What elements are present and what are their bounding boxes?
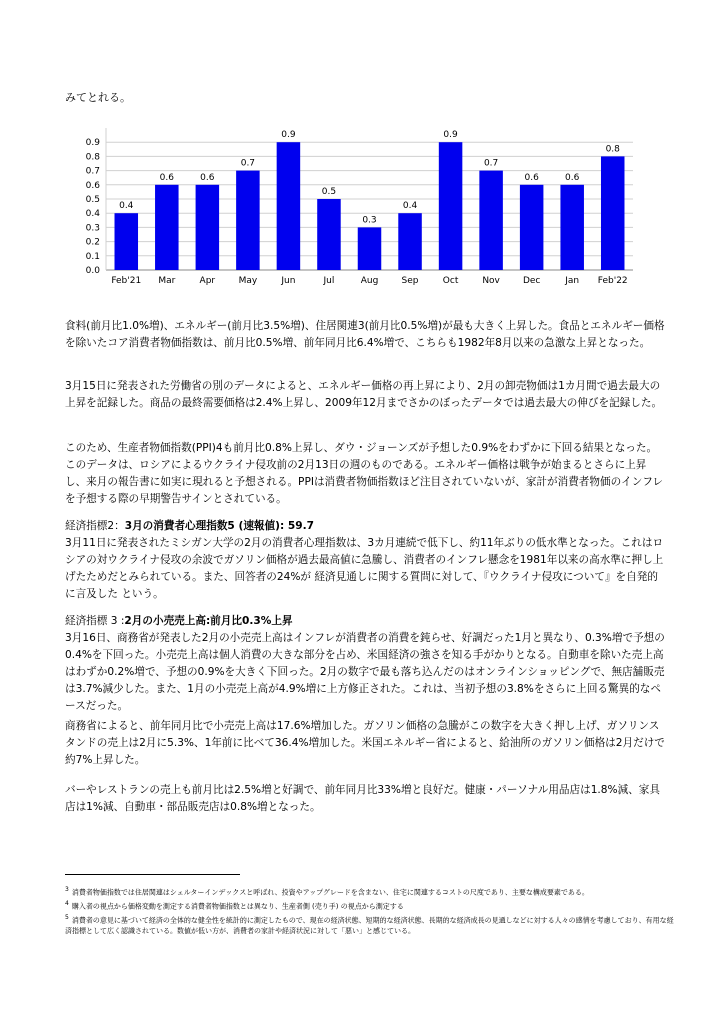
x-tick-label: Aug [360,276,379,286]
heading-indicator-2-label: 経済指標2： [65,520,125,532]
heading-indicator-3-title: 2月の小売売上高:前月比0.3%上昇 [124,615,293,627]
data-label: 0.7 [240,158,256,169]
paragraph-yoy-retail: 商務省によると、前年同月比で小売売上高は17.6%増加した。ガソリン価格の急騰がこの数字を大きく押し上げ、ガソリンスタンドの売上は2月に5.3%、1年前に比べて36.4%増加した。米国エネルギー省によると、給油所のガソリン価格は2月だけで約7%上昇した。 [65,720,665,766]
x-tick-label: Jan [565,276,580,286]
bar-Dec [520,185,544,270]
x-tick-label: Dec [522,276,541,286]
y-tick-label: 0.8 [85,152,100,163]
data-label: 0.9 [443,130,458,141]
footnote-4 [65,898,675,912]
x-tick-label: Feb'22 [597,276,628,286]
lead-text: みてとれる。 [65,91,131,104]
data-label: 0.4 [402,201,418,212]
bar-Feb'22 [601,156,625,270]
paragraph-wholesale-prices: 3月15日に発表された労働省の別のデータによると、エネルギー価格の再上昇により、2月の卸売物価は1カ月間で過去最大の上昇を記録した。商品の最終需要価格は2.4%上昇し、2009年12月までさかのぼったデータでは過去最大の伸びを記録した。 [65,380,663,409]
paragraph-food-energy: 食料(前月比1.0%増)、エネルギー(前月比3.5%増)、住居関連3(前月比0.5%増)が最も大きく上昇した。食品とエネルギー価格を除いたコア消費者物価指数は、前月比0.5%増、前年同月比6.4%増で、こちらも1982年8月以来の急激な上昇となった。 [65,320,665,349]
bar-Jan [560,185,584,270]
bar-May [236,171,260,270]
data-label: 0.6 [565,172,580,183]
bar-Feb'21 [115,213,139,270]
bar-Jun [277,142,301,270]
bar-Mar [155,185,179,270]
bar-Jul [317,199,341,270]
x-tick-label: Feb'21 [111,276,142,286]
x-tick-label: May [238,276,258,286]
bar-Apr [196,185,220,270]
heading-indicator-2-title: 3月の消費者心理指数5 (速報値): 59.7 [124,520,315,532]
data-label: 0.6 [200,172,215,183]
footnote-4-number: 4 [65,900,69,907]
x-tick-label: Jun [281,276,296,286]
footnote-5-text: 消費者の意見に基づいて経済の全体的な健全性を統計的に測定したもので、現在の経済状態、短期的な経済状態、長期的な経済成長の見通しなどに対する人々の感情を考慮しており、有用な経済指標として広く認識されている。数値が低い方が、消費者の家計や経済状況に対して「悪い」と感じている。 [65,916,674,936]
data-label: 0.7 [483,158,499,169]
bar-Aug [358,227,382,270]
y-tick-label: 0.3 [85,223,100,234]
y-tick-label: 0.2 [85,237,100,248]
data-label: 0.8 [605,144,620,155]
paragraph-ppi: このため、生産者物価指数(PPI)4も前月比0.8%上昇し、ダウ・ジョーンズが予想した0.9%をわずかに下回る結果となった。このデータは、ロシアによるウクライナ侵攻前の2月13日の週のものである。エネルギー価格は戦争が始まるとさらに上昇し、来月の報告書に如実に現れると予想される。PPIは消費者物価指数ほど注目されていないが、家計が消費者物価のインフレを予想する際の早期警告サインとされている。 [65,442,664,505]
data-label: 0.6 [159,172,174,183]
y-tick-label: 0.6 [85,180,100,191]
data-label: 0.3 [362,215,377,226]
footnote-3-text: 消費者物価指数では住居関連はシェルターインデックスと呼ばれ、投資やアップグレードを含まない、住宅に関連するコストの尺度であり、主要な構成要素である。 [71,888,589,897]
x-tick-label: Mar [158,276,176,286]
y-tick-label: 0.0 [85,266,100,276]
data-label: 0.6 [524,172,539,183]
y-tick-label: 0.5 [85,195,100,205]
y-tick-label: 0.9 [85,138,100,149]
paragraph-retail-sales: 3月16日、商務省が発表した2月の小売売上高はインフレが消費者の消費を鈍らせ、好調だった1月と異なり、0.3%増で予想の0.4%を下回った。小売売上高は個人消費の大きな部分を占め、米国経済の強さを知る手がかりとなる。自動車を除いた売上高はわずか0.2%増で、予想の0.9%を大きく下回った。2月の数字で最も落ち込んだのはオンラインショッピングで、無店舗販売は3.7%減少した。また、1月の小売売上高が4.9%増に上方修正された。これは、当初予想の3.8%をさらに上回る驚異的なペースだった。 [65,632,665,712]
bar-Oct [439,142,463,270]
footnote-divider [65,874,240,875]
x-tick-label: Apr [199,276,216,286]
bar-chart [68,118,658,288]
footnote-5 [65,912,675,937]
paragraph-consumer-sentiment: 3月11日に発表されたミシガン大学の2月の消費者心理指数は、3カ月連続で低下し、約11年ぶりの低水準となった。これはロシアの対ウクライナ侵攻の余波でガソリン価格が過去最高値に急騰し、消費者のインフレ懸念を1981年以来の高水準に押し上げたためだとみられている。また、回答者の24%が 経済見通しに関する質問に対して、『ウクライナ侵攻について』を自発的に言及した という。 [65,537,664,600]
footnote-4-text: 購入者の視点から価格変動を測定する消費者物価指数とは異なり、生産者側 (売り手) の視点から測定する [71,902,404,911]
footnote-3-number: 3 [65,886,69,893]
x-tick-label: Sep [401,276,419,286]
heading-indicator-2 [65,518,665,535]
bar-Nov [479,171,503,270]
heading-indicator-3 [65,613,665,630]
data-label: 0.9 [281,130,296,141]
heading-indicator-3-label: 経済指標 3 : [65,615,125,627]
y-tick-label: 0.1 [85,251,100,262]
y-tick-label: 0.4 [85,209,100,220]
paragraph-restaurants: バーやレストランの売上も前月比は2.5%増と好調で、前年同月比33%増と良好だ。健康・パーソナル用品店は1.8%減、家具店は1%減、自動車・部品販売店は0.8%増となった。 [65,784,660,813]
footnote-5-number: 5 [65,914,69,921]
data-label: 0.4 [119,201,134,212]
footnote-3 [65,884,675,898]
x-tick-label: Jul [323,276,335,286]
x-tick-label: Oct [442,276,459,286]
data-label: 0.5 [321,187,337,197]
y-tick-label: 0.7 [85,166,100,177]
x-tick-label: Nov [482,276,500,286]
bar-Sep [398,213,422,270]
